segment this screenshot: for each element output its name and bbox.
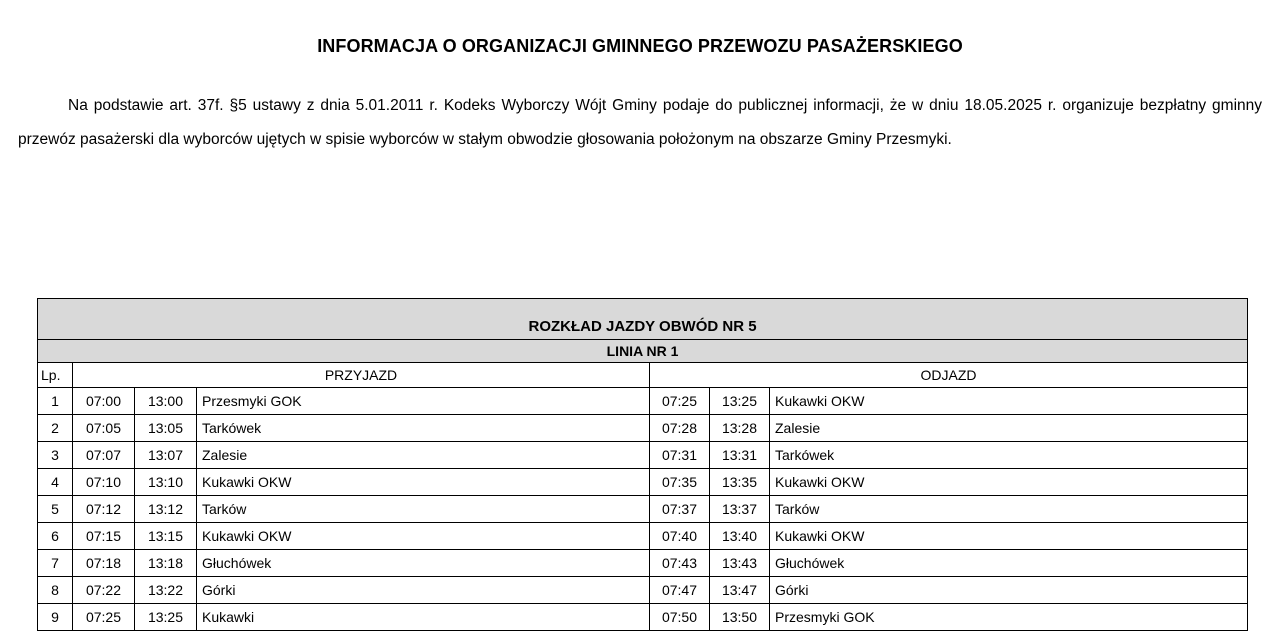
departure-stop: Zalesie: [770, 415, 1248, 442]
intro-paragraph-text: Na podstawie art. 37f. §5 ustawy z dnia 5.01.2011 r. Kodeks Wyborczy Wójt Gminy podaje do publicznej informacji, że w dniu 18.05.2025 r. organizuje bezpłatny gminny przewóz pasażerski dla wyborców ujętych w spisie wyborców w stałym obwodzie głosowania położonym na obszarze Gminy Przesmyki.: [18, 97, 1262, 148]
arrival-time-afternoon: 13:15: [135, 523, 197, 550]
departure-time-morning: 07:35: [650, 469, 710, 496]
column-header-row: [38, 363, 1248, 388]
departure-time-morning: 07:25: [650, 388, 710, 415]
schedule-heading-row: [38, 299, 1248, 340]
arrival-time-morning: 07:10: [73, 469, 135, 496]
arrival-time-morning: 07:18: [73, 550, 135, 577]
arrival-time-morning: 07:22: [73, 577, 135, 604]
arrival-stop: Głuchówek: [197, 550, 650, 577]
departure-time-afternoon: 13:43: [710, 550, 770, 577]
schedule-heading: ROZKŁAD JAZDY OBWÓD NR 5: [38, 299, 1248, 340]
table-row: [38, 550, 1248, 577]
table-row: [38, 415, 1248, 442]
departure-time-afternoon: 13:31: [710, 442, 770, 469]
arrival-stop: Górki: [197, 577, 650, 604]
departure-time-morning: 07:47: [650, 577, 710, 604]
departure-stop: Górki: [770, 577, 1248, 604]
column-header-departure: ODJAZD: [650, 363, 1248, 388]
departure-time-afternoon: 13:35: [710, 469, 770, 496]
arrival-time-afternoon: 13:10: [135, 469, 197, 496]
arrival-time-afternoon: 13:12: [135, 496, 197, 523]
arrival-time-morning: 07:00: [73, 388, 135, 415]
row-number: 2: [38, 415, 73, 442]
arrival-time-afternoon: 13:07: [135, 442, 197, 469]
departure-stop: Tarków: [770, 496, 1248, 523]
arrival-stop: Kukawki OKW: [197, 469, 650, 496]
departure-time-afternoon: 13:25: [710, 388, 770, 415]
row-number: 3: [38, 442, 73, 469]
arrival-time-afternoon: 13:00: [135, 388, 197, 415]
arrival-time-morning: 07:25: [73, 604, 135, 631]
departure-time-morning: 07:40: [650, 523, 710, 550]
departure-stop: Kukawki OKW: [770, 388, 1248, 415]
row-number: 8: [38, 577, 73, 604]
table-row: [38, 577, 1248, 604]
departure-time-afternoon: 13:50: [710, 604, 770, 631]
row-number: 9: [38, 604, 73, 631]
departure-time-afternoon: 13:47: [710, 577, 770, 604]
departure-time-afternoon: 13:37: [710, 496, 770, 523]
table-row: [38, 442, 1248, 469]
departure-time-afternoon: 13:28: [710, 415, 770, 442]
departure-time-morning: 07:43: [650, 550, 710, 577]
arrival-stop: Tarków: [197, 496, 650, 523]
arrival-stop: Przesmyki GOK: [197, 388, 650, 415]
arrival-time-morning: 07:15: [73, 523, 135, 550]
departure-time-morning: 07:50: [650, 604, 710, 631]
arrival-stop: Zalesie: [197, 442, 650, 469]
row-number: 6: [38, 523, 73, 550]
arrival-stop: Tarkówek: [197, 415, 650, 442]
departure-stop: Tarkówek: [770, 442, 1248, 469]
departure-stop: Kukawki OKW: [770, 469, 1248, 496]
arrival-time-morning: 07:07: [73, 442, 135, 469]
document-title: INFORMACJA O ORGANIZACJI GMINNEGO PRZEWOZU PASAŻERSKIEGO: [317, 36, 963, 56]
intro-paragraph: [18, 89, 1262, 157]
arrival-time-afternoon: 13:22: [135, 577, 197, 604]
row-number: 4: [38, 469, 73, 496]
arrival-stop: Kukawki OKW: [197, 523, 650, 550]
row-number: 7: [38, 550, 73, 577]
schedule-table: [37, 298, 1248, 631]
departure-time-morning: 07:28: [650, 415, 710, 442]
line-heading: LINIA NR 1: [38, 340, 1248, 363]
table-row: [38, 388, 1248, 415]
column-header-lp: Lp.: [38, 363, 73, 388]
departure-stop: Głuchówek: [770, 550, 1248, 577]
departure-stop: Kukawki OKW: [770, 523, 1248, 550]
line-heading-row: [38, 340, 1248, 363]
column-header-arrival: PRZYJAZD: [73, 363, 650, 388]
departure-stop: Przesmyki GOK: [770, 604, 1248, 631]
departure-time-afternoon: 13:40: [710, 523, 770, 550]
table-row: [38, 469, 1248, 496]
departure-time-morning: 07:37: [650, 496, 710, 523]
arrival-time-afternoon: 13:25: [135, 604, 197, 631]
row-number: 5: [38, 496, 73, 523]
table-row: [38, 604, 1248, 631]
arrival-time-afternoon: 13:18: [135, 550, 197, 577]
arrival-time-afternoon: 13:05: [135, 415, 197, 442]
arrival-time-morning: 07:05: [73, 415, 135, 442]
departure-time-morning: 07:31: [650, 442, 710, 469]
arrival-time-morning: 07:12: [73, 496, 135, 523]
table-row: [38, 523, 1248, 550]
table-row: [38, 496, 1248, 523]
row-number: 1: [38, 388, 73, 415]
arrival-stop: Kukawki: [197, 604, 650, 631]
